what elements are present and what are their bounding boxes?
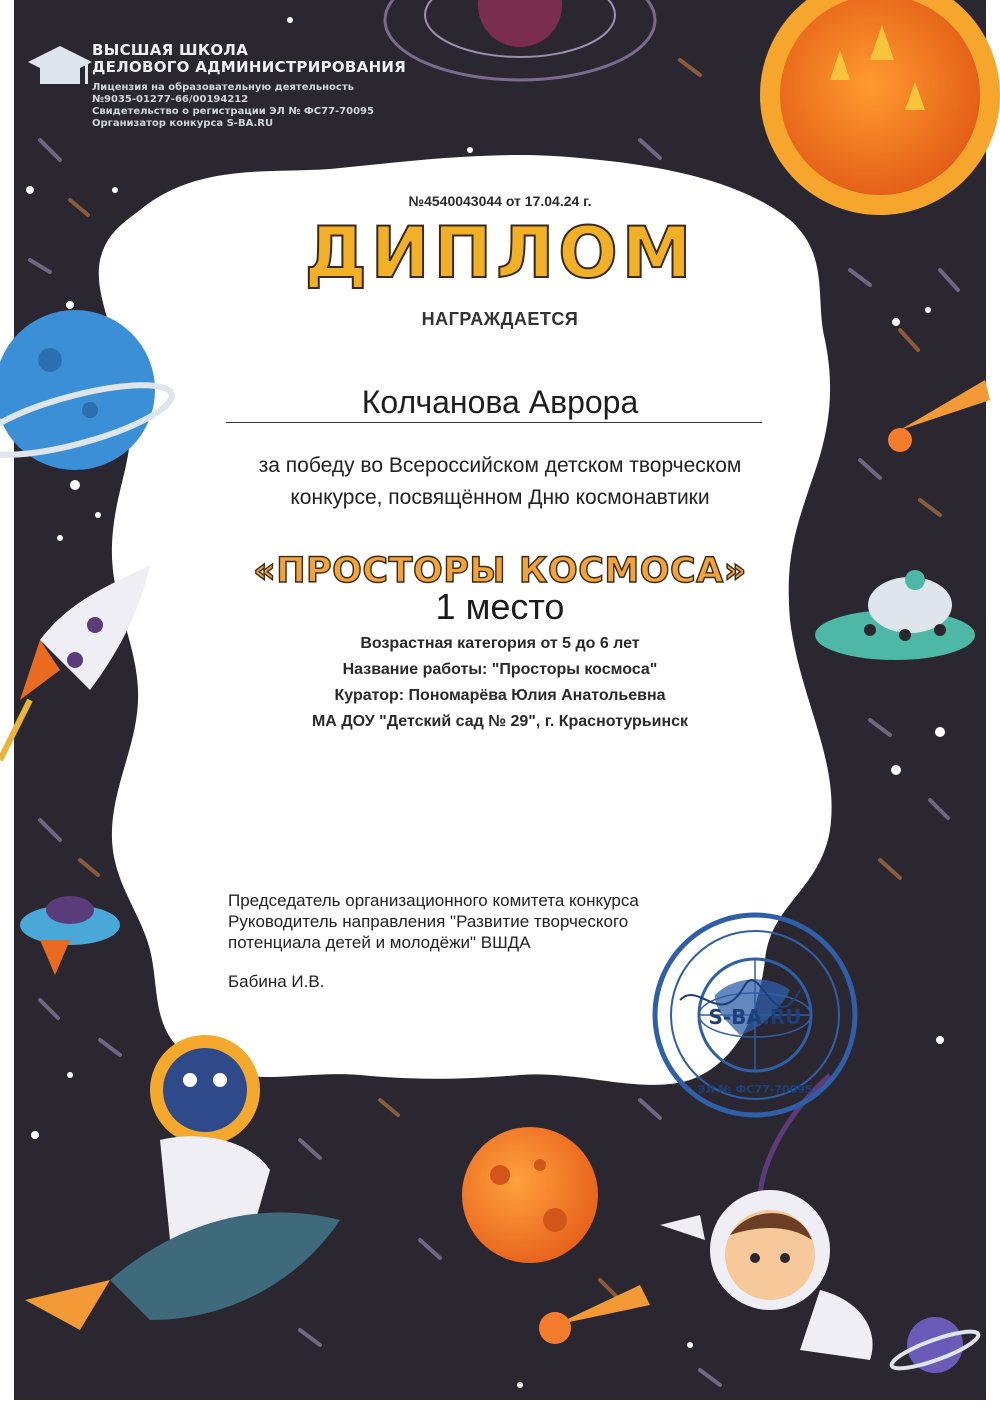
organizer-name-line2: ДЕЛОВОГО АДМИНИСТРИРОВАНИЯ xyxy=(92,58,407,76)
signature-line: Руководитель направления "Развитие творческого xyxy=(228,912,629,931)
detail-line: Возрастная категория от 5 до 6 лет xyxy=(360,635,640,652)
signature-line: потенциала детей и молодёжи" ВШДА xyxy=(228,933,531,952)
award-reason-line: конкурсе, посвящённом Дню космонавтики xyxy=(290,486,710,509)
award-reason xyxy=(0,450,1000,514)
diploma-number: №4540043044 от 17.04.24 г. xyxy=(408,193,592,209)
organizer-block xyxy=(92,42,406,130)
signer-name: Бабина И.В. xyxy=(228,972,325,991)
signature-block xyxy=(228,890,768,953)
organizer-info-line: №9035-01277-66/00194212 xyxy=(92,94,249,105)
award-reason-line: за победу во Всероссийском детском творческом xyxy=(258,454,742,477)
orange-planet-icon xyxy=(462,1127,598,1263)
detail-line: МА ДОУ "Детский сад № 29", г. Краснотурьинск xyxy=(311,713,689,730)
signature-line: Председатель организационного комитета конкурса xyxy=(228,891,639,910)
place-label: 1 место xyxy=(435,586,565,627)
organizer-info-line: Организатор конкурса S-BA.RU xyxy=(92,118,274,129)
recipient-name: Колчанова Аврора xyxy=(361,384,639,420)
organizer-info-line: Лицензия на образовательную деятельность xyxy=(92,82,354,93)
details-block xyxy=(0,631,1000,735)
organizer-info-line: Свидетельство о регистрации ЭЛ № ФС77-70095 xyxy=(92,106,374,117)
organizer-name-line1: ВЫСШАЯ ШКОЛА xyxy=(92,41,249,59)
diploma-title: ДИПЛОМ xyxy=(304,212,696,294)
recipient-underline xyxy=(226,422,762,423)
detail-line: Название работы: "Просторы космоса" xyxy=(342,661,658,678)
contest-name: «ПРОСТОРЫ КОСМОСА» xyxy=(253,551,747,591)
stamp-center-text: S-BA.RU xyxy=(708,1005,802,1029)
detail-line: Куратор: Пономарёва Юлия Анатольевна xyxy=(334,687,666,704)
awarded-label: НАГРАЖДАЕТСЯ xyxy=(421,309,579,329)
stamp-registration-text: ЭЛ № ФС77-70095 xyxy=(697,1083,813,1096)
